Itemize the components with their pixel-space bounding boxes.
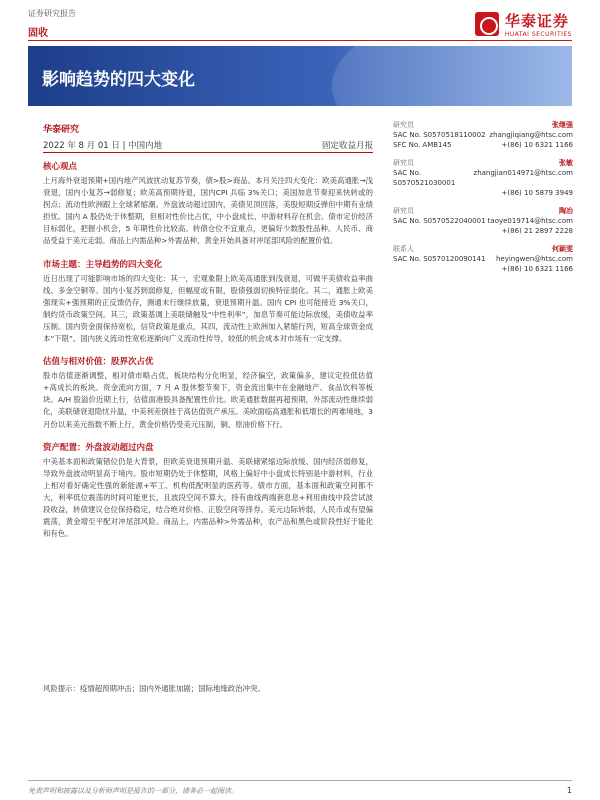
analyst-role: 联系人	[393, 245, 414, 253]
analyst-email[interactable]: zhangjian014971@htsc.com	[473, 169, 573, 177]
analyst-name: 陶冶	[559, 207, 573, 215]
analyst-card	[393, 120, 573, 150]
content-block	[43, 160, 373, 248]
analyst-phone: +(86) 10 5879 3949	[501, 189, 573, 197]
report-category-label: 证券研究报告	[28, 9, 76, 18]
page-number: 1	[566, 786, 572, 795]
block-text: 上月海外衰退预期+国内地产风波扰动复苏节奏，债>股>商品。本月关注四大变化：欧美高通胀→浅衰退，国内小复苏→弱修复；欧美高预期待退，国内CPI 兵临 3%关口；美国加息节奏迎来快转或的拐点；流动性欧洲跟上全球紧缩潮。外盘波动超过国内，美债见顶回落，美股短期反弹但中期有业绩担忧。国内 A 股仍处于休整期，但相对性价比占优，中小盘成长、中游材料存在机会。债市定价经济目标弱化，把握小机会，5 年期性价比较高。转债仓位不宜重点，更偏好少数股性品种。人民币、商品受益于美元走弱。商品上内需品种>外需品种，黄金开始具备对冲尾部风险的配置价值。	[43, 176, 373, 246]
analyst-card	[393, 244, 573, 274]
block-title: 市场主题：主导趋势的四大变化	[43, 259, 163, 270]
analyst-name: 张继强	[552, 121, 573, 129]
analyst-role: 研究员	[393, 207, 414, 215]
analyst-sac: SAC No. S0570120090141	[393, 255, 486, 263]
block-title: 资产配置：外盘波动超过内盘	[43, 442, 154, 453]
analyst-phone: +(86) 10 6321 1166	[501, 141, 573, 149]
analyst-sfc: SFC No. AMB145	[393, 141, 452, 149]
disclaimer-note: 免责声明和披露以及分析师声明是报告的一部分，请务必一起阅读。	[28, 787, 238, 795]
block-title: 核心观点	[43, 162, 78, 172]
logo-cn-text: 华泰证券	[504, 12, 569, 30]
block-text: 中美基本面和政策错位仍是大背景，但欧美衰退预期升温、美联储紧缩边际放缓、国内经济弱修复，导致外盘波动明显高于境内。股市短期仍处于休整期，风格上偏好中小盘成长特别是中游材料，行业上相对看好确定性强的新能源+军工、机构低配明显的医药等。债市方面，基本面和政策空间都不大，利率低位震荡的时间可能更长，且波段空间不算大，持有曲线两端套息息+利用曲线中段尝试波段收益，转债建议仓位保持稳定，结合绝对价格、正股空间等择券。美元边际转弱，人民币或有望偏震荡，黄金增至平配对冲尾部风险。商品上，内需品种>外需品种，农产品和黑色或阶段性好于能化和有色。	[43, 456, 373, 539]
main-content	[43, 160, 373, 550]
content-block	[43, 355, 373, 430]
analyst-role: 研究员	[393, 121, 414, 129]
block-text: 近日出现了可能影响市场的四大变化：其一，宏观象限上欧美高通胀到浅衰退，可做平美债收益率曲线、多金空铜等。国内小复苏到弱修复，但幅度或有限，股债强弱切换特征弱化。其二，通胀上欧美强现实+强预期的正反馈仍存，测通未行继续放量，衰退预期升温。国内 CPI 也可能接近 3%关口，制约货币政策空间。其三，政策基调上美联储触及“中性利率”，加息节奏可能边际放缓，美债收益率压制。国内资金面保持宽松，信贷政策是重点。其四，流动性上欧洲加入紧缩行列，短高全球资金成本“下限”。国内狭义流动性宽松逐渐向广义流动性传导，较低的机会成本对市场有一定支撑。	[43, 273, 373, 344]
block-title: 估值与相对价值：股界次占优	[43, 357, 154, 368]
content-block	[43, 258, 373, 346]
section-tag: 固收	[28, 28, 48, 39]
research-org: 华泰研究	[43, 125, 80, 135]
report-date-region: 2022 年 8 月 01 日 | 中国内地	[43, 141, 163, 151]
analyst-phone: +(86) 10 6321 1166	[501, 265, 573, 273]
analyst-role: 研究员	[393, 159, 414, 167]
analyst-email[interactable]: taoye019714@htsc.com	[487, 217, 573, 225]
risk-warning: 风险提示：疫情超预期冲击；国内外通胀加剧；国际地缘政治冲突。	[43, 684, 265, 693]
meta-divider	[43, 152, 373, 153]
analyst-sac: SAC No. S0570518110002	[393, 131, 486, 139]
logo-icon	[475, 12, 499, 36]
analyst-card	[393, 158, 573, 198]
analyst-name: 何颖雯	[552, 245, 573, 253]
content-block	[43, 441, 373, 541]
meta-line	[43, 139, 373, 151]
analyst-email[interactable]: heyingwen@htsc.com	[495, 255, 573, 263]
analyst-contacts	[393, 120, 573, 282]
header-divider	[28, 40, 572, 41]
title-banner	[28, 46, 572, 106]
footer-divider	[28, 780, 572, 781]
block-text: 股市估值逐渐调整，相对债市略占优，板块结构分化明显，经济偏空，政策偏多，建议定投低估值+高成长的板块。资金流向方面，7 月 A 股休整节奏下，资金流出集中在金融地产、食品饮料等板块。A/H 股溢价近期上行，估值面港股具备配置性价比。欧美通胀数据再超预期，外部流动性继续弱化，美联储衰退隐忧升温，中美利差倒挂于高估值资产承压。美欧面临高通胀和低增长的两难境地，3 月份以来美元指数不断上行，黄金价格仍受美元压制，铜、原油价格下行。	[43, 371, 373, 429]
brand-logo	[475, 10, 572, 38]
analyst-phone: +(86) 21 2897 2228	[501, 227, 573, 235]
analyst-sac: SAC No. S0570522040001	[393, 217, 486, 225]
logo-en-text: HUATAI SECURITIES	[504, 31, 572, 38]
report-type: 固定收益月报	[321, 141, 373, 151]
analyst-sac: SAC No. S0570521030001	[393, 169, 456, 187]
analyst-email[interactable]: zhangjiqiang@htsc.com	[489, 131, 573, 139]
report-title: 影响趋势的四大变化	[42, 70, 195, 90]
analyst-name: 张敏	[559, 159, 573, 167]
analyst-card	[393, 206, 573, 236]
